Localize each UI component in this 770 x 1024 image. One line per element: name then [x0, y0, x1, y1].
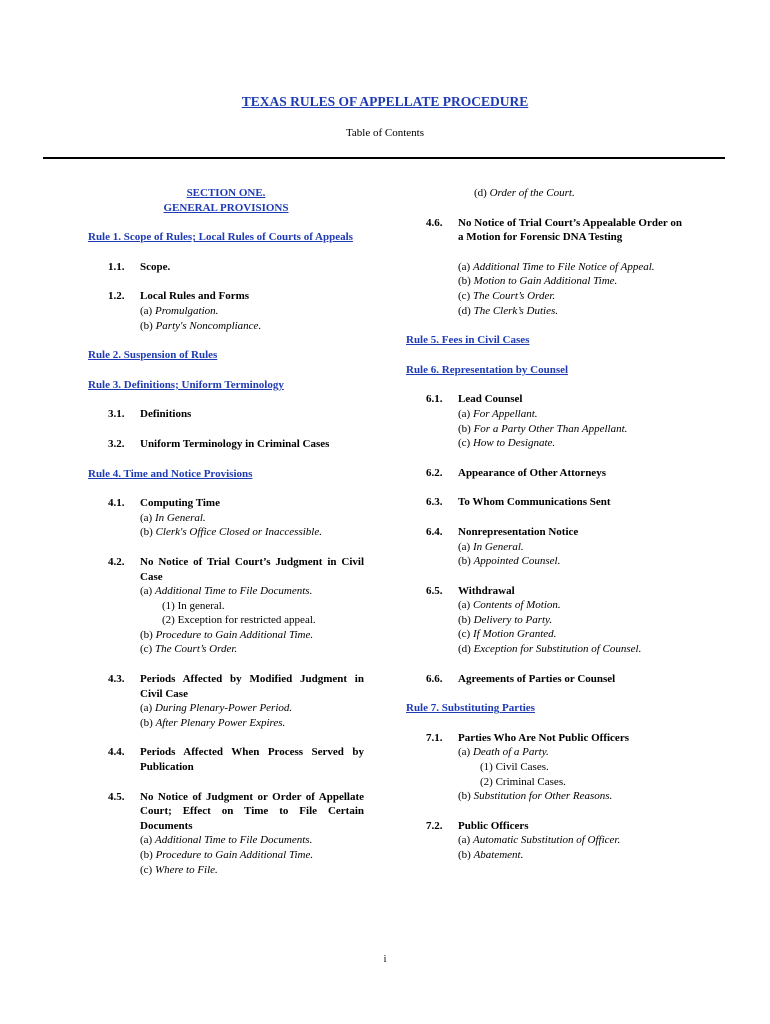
entry-title: Periods Affected by Modified Judgment in Civil Case	[140, 673, 364, 700]
entry-number: 6.1.	[426, 393, 443, 406]
entry-number: 4.4.	[108, 746, 125, 759]
toc-right-column	[406, 186, 682, 878]
toc-entry-7-1	[406, 731, 682, 804]
entry-number: 3.2.	[108, 437, 125, 450]
entry-title: Lead Counsel	[458, 393, 523, 406]
sub-item: (b) For a Party Other Than Appellant.	[458, 422, 628, 435]
rule-4-link[interactable]: Rule 4. Time and Notice Provisions	[88, 467, 253, 480]
toc-left-column	[88, 186, 364, 892]
entry-number: 4.2.	[108, 555, 125, 568]
sub-item: (a) In General.	[140, 511, 206, 524]
sub-item: (b) After Plenary Power Expires.	[140, 716, 286, 729]
rule-3-link[interactable]: Rule 3. Definitions; Uniform Terminology	[88, 378, 284, 391]
sub-item: (c) The Court’s Order.	[458, 289, 556, 302]
sub-item: (a) Automatic Substitution of Officer.	[458, 834, 621, 847]
header-divider	[43, 157, 725, 159]
entry-number: 4.6.	[426, 216, 443, 229]
toc-entry-6-5	[406, 584, 682, 657]
toc-entry-1-2	[88, 289, 364, 333]
document-subtitle: Table of Contents	[345, 127, 425, 139]
toc-entry-4-3	[88, 672, 364, 730]
sub-item: (b) Procedure to Gain Additional Time.	[140, 849, 314, 861]
entry-title: Appearance of Other Attorneys	[458, 466, 606, 479]
entry-title: Agreements of Parties or Counsel	[458, 672, 616, 685]
sub-item: (b) Appointed Counsel.	[458, 555, 561, 568]
sub-item: (b) Delivery to Party.	[458, 613, 553, 626]
entry-title: Parties Who Are Not Public Officers	[458, 731, 629, 744]
sub-item: (b) Clerk's Office Closed or Inaccessible.	[140, 526, 322, 539]
sub-item: (b) Motion to Gain Additional Time.	[458, 275, 618, 288]
rule-1-link[interactable]: Rule 1. Scope of Rules; Local Rules of Courts of Appeals	[88, 231, 353, 244]
rule-6-link[interactable]: Rule 6. Representation by Counsel	[406, 363, 569, 376]
sub-item: (a) For Appellant.	[458, 407, 538, 420]
toc-entry-4-5	[88, 790, 364, 878]
toc-entry-1-1	[88, 260, 364, 275]
toc-entry-3-2	[88, 437, 364, 452]
toc-entry-6-2	[406, 466, 682, 481]
sub-item: (d) Order of the Court.	[474, 187, 575, 199]
sub-item: (a) Additional Time to File Documents.	[140, 585, 313, 598]
sub-item: (a) Death of a Party.	[458, 746, 549, 759]
toc-entry-6-3	[406, 495, 682, 510]
sub-item: (a) Promulgation.	[140, 304, 219, 317]
entry-title: Local Rules and Forms	[140, 290, 250, 303]
sub-item: (c) Where to File.	[140, 863, 218, 876]
entry-number: 6.6.	[426, 672, 443, 685]
toc-entry-3-1	[88, 407, 364, 422]
entry-title: No Notice of Trial Court’s Judgment in Civil Case	[140, 555, 364, 583]
toc-entry-6-6	[406, 672, 682, 687]
toc-entry-7-2	[406, 819, 682, 863]
sub-item: (b) Substitution for Other Reasons.	[458, 790, 613, 803]
toc-entry-6-4	[406, 525, 682, 569]
entry-title: Public Officers	[458, 819, 529, 832]
entry-title: To Whom Communications Sent	[458, 496, 611, 509]
sub-sub-item: (2) Exception for restricted appeal.	[162, 614, 316, 627]
entry-number: 6.5.	[426, 584, 443, 597]
entry-title: No Notice of Trial Court’s Appealable Order on a Motion for Forensic DNA Testing	[458, 216, 682, 244]
entry-number: 6.4.	[426, 525, 443, 538]
toc-entry-4-6	[406, 216, 682, 319]
rule-7-link[interactable]: Rule 7. Substituting Parties	[406, 702, 535, 715]
section-heading-line1[interactable]: SECTION ONE.	[186, 187, 266, 199]
toc-entry-6-1	[406, 392, 682, 450]
sub-item: (d) Exception for Substitution of Counsel.	[458, 643, 642, 656]
sub-item: (a) Additional Time to File Notice of Appeal.	[458, 260, 655, 273]
section-heading[interactable]	[88, 186, 364, 215]
entry-title: Definitions	[140, 408, 192, 421]
entry-number: 1.2.	[108, 290, 125, 303]
document-title: TEXAS RULES OF APPELLATE PROCEDURE	[241, 94, 529, 109]
entry-title: No Notice of Judgment or Order of Appellate Court; Effect on Time to File Certain Documents	[140, 790, 364, 832]
toc-entry-4-4	[88, 745, 364, 774]
entry-number: 6.3.	[426, 496, 443, 509]
entry-number: 7.2.	[426, 819, 443, 832]
rule-5-link[interactable]: Rule 5. Fees in Civil Cases	[406, 334, 530, 347]
sub-sub-item: (1) In general.	[162, 599, 225, 612]
section-heading-line2[interactable]: GENERAL PROVISIONS	[163, 201, 289, 214]
sub-item: (b) Procedure to Gain Additional Time.	[140, 628, 314, 641]
page-number: i	[383, 954, 387, 965]
sub-sub-item: (2) Criminal Cases.	[480, 775, 566, 788]
entry-title: Uniform Terminology in Criminal Cases	[140, 437, 330, 450]
entry-number: 7.1.	[426, 731, 443, 744]
entry-number: 4.1.	[108, 497, 125, 510]
entry-number: 3.1.	[108, 408, 125, 421]
entry-number: 1.1.	[108, 260, 125, 273]
entry-title: Scope.	[140, 260, 171, 273]
entry-number: 6.2.	[426, 466, 443, 479]
sub-item: (a) Additional Time to File Documents.	[140, 834, 313, 847]
entry-title: Nonrepresentation Notice	[458, 525, 579, 538]
entry-title: Computing Time	[140, 497, 220, 510]
sub-item: (b) Party's Noncompliance.	[140, 319, 262, 332]
sub-item: (d) The Clerk’s Duties.	[458, 304, 559, 317]
sub-item: (b) Abatement.	[458, 849, 524, 861]
entry-number: 4.3.	[108, 673, 125, 686]
toc-entry-4-1	[88, 496, 364, 540]
entry-number: 4.5.	[108, 790, 125, 803]
sub-item: (c) The Court’s Order.	[140, 643, 238, 656]
entry-title: Withdrawal	[458, 584, 515, 597]
sub-item: (c) If Motion Granted.	[458, 628, 557, 641]
entry-title: Periods Affected When Process Served by Publication	[140, 746, 364, 774]
sub-sub-item: (1) Civil Cases.	[480, 761, 549, 774]
sub-item: (a) During Plenary-Power Period.	[140, 702, 293, 715]
sub-item: (a) In General.	[458, 540, 524, 553]
rule-2-link[interactable]: Rule 2. Suspension of Rules	[88, 349, 218, 362]
sub-item: (a) Contents of Motion.	[458, 599, 561, 612]
sub-item: (c) How to Designate.	[458, 437, 556, 450]
toc-entry-4-2	[88, 555, 364, 657]
